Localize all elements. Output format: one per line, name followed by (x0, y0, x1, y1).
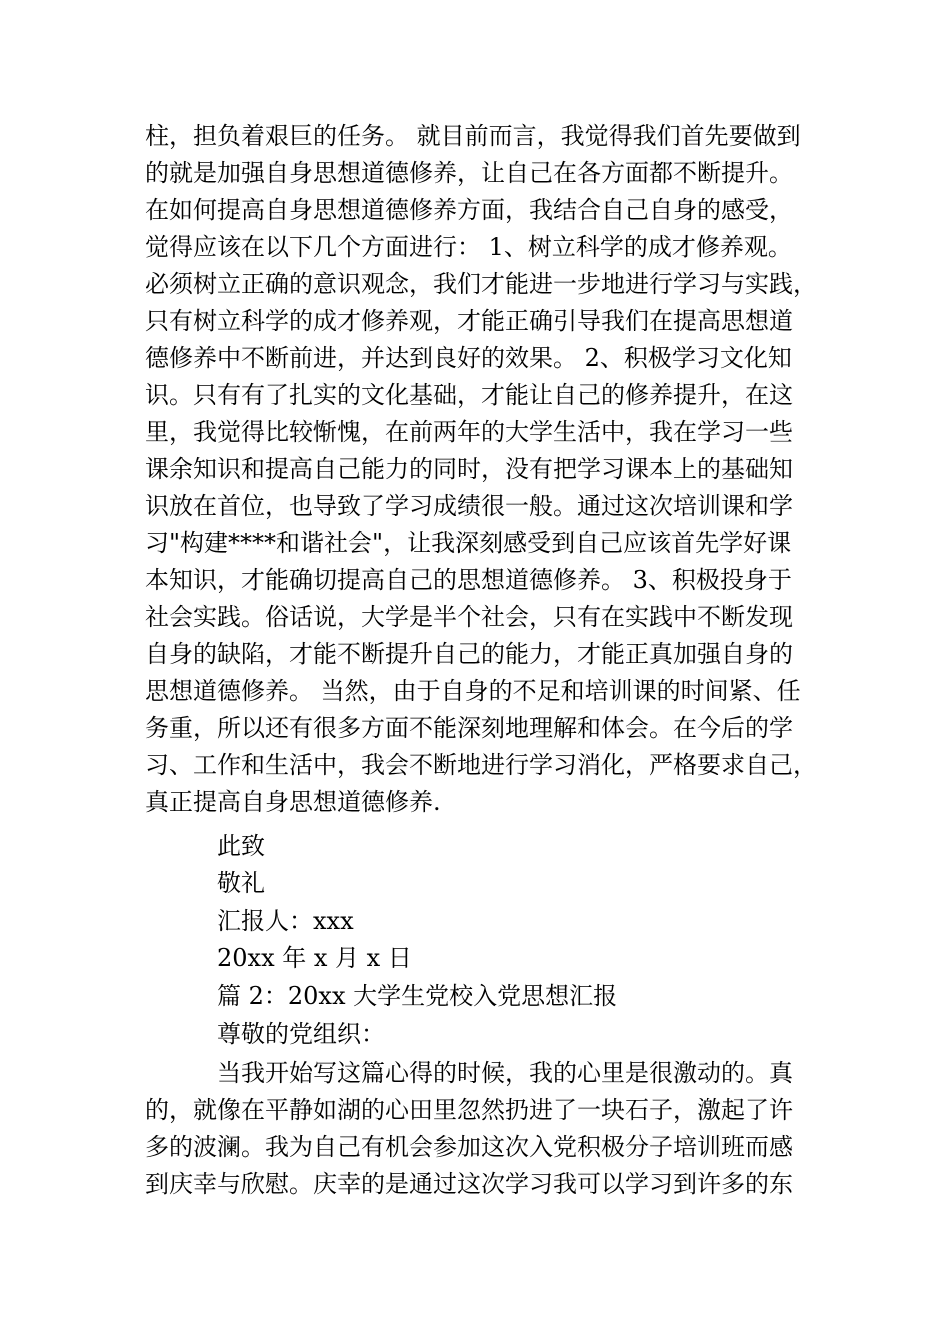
paragraph-first-line: 当我开始写这篇心得的时候，我的心里是很激动的。真 (217, 1059, 793, 1087)
body-line: 习、工作和生活中，我会不断地进行学习消化，严格要求自己， (145, 751, 817, 779)
body-line: 觉得应该在以下几个方面进行： 1、树立科学的成才修养观。 (145, 233, 792, 261)
body-line: 习"构建****和谐社会"，让我深刻感受到自己应该首先学好课 (145, 529, 792, 557)
section-title: 篇 2：20xx 大学生党校入党思想汇报 (217, 982, 618, 1010)
body-line: 社会实践。俗话说，大学是半个社会，只有在实践中不断发现 (145, 603, 793, 631)
body-line: 必须树立正确的意识观念，我们才能进一步地进行学习与实践， (145, 270, 817, 298)
reporter-name: 汇报人：xxx (217, 907, 354, 935)
body-line: 思想道德修养。 当然，由于自身的不足和培训课的时间紧、任 (145, 677, 801, 705)
body-line: 识放在首位，也导致了学习成绩很一般。通过这次培训课和学 (145, 492, 793, 520)
body-line: 本知识，才能确切提高自己的思想道德修养。 3、积极投身于 (145, 566, 792, 594)
closing-salutation: 此致 (217, 832, 265, 860)
report-date: 20xx 年 x 月 x 日 (217, 944, 412, 972)
body-line: 里，我觉得比较惭愧，在前两年的大学生活中，我在学习一些 (145, 418, 793, 446)
body-line: 的，就像在平静如湖的心田里忽然扔进了一块石子，激起了许 (145, 1096, 793, 1124)
body-line: 德修养中不断前进，并达到良好的效果。 2、积极学习文化知 (145, 344, 792, 372)
body-line: 只有树立科学的成才修养观，才能正确引导我们在提高思想道 (145, 307, 793, 335)
greeting: 尊敬的党组织： (217, 1020, 385, 1048)
body-line: 自身的缺陷，才能不断提升自己的能力，才能正真加强自身的 (145, 640, 793, 668)
body-line: 课余知识和提高自己能力的同时，没有把学习课本上的基础知 (145, 455, 793, 483)
body-line: 柱，担负着艰巨的任务。 就目前而言，我觉得我们首先要做到 (145, 122, 801, 150)
body-line: 多的波澜。我为自己有机会参加这次入党积极分子培训班而感 (145, 1133, 793, 1161)
closing-regards: 敬礼 (217, 869, 265, 897)
body-line: 识。只有有了扎实的文化基础，才能让自己的修养提升，在这 (145, 381, 793, 409)
body-line: 真正提高自身思想道德修养. (145, 788, 441, 816)
body-line: 到庆幸与欣慰。庆幸的是通过这次学习我可以学习到许多的东 (145, 1170, 793, 1198)
body-line: 的就是加强自身思想道德修养，让自己在各方面都不断提升。 (145, 159, 793, 187)
body-line: 在如何提高自身思想道德修养方面，我结合自己自身的感受， (145, 196, 793, 224)
body-line: 务重，所以还有很多方面不能深刻地理解和体会。在今后的学 (145, 714, 793, 742)
